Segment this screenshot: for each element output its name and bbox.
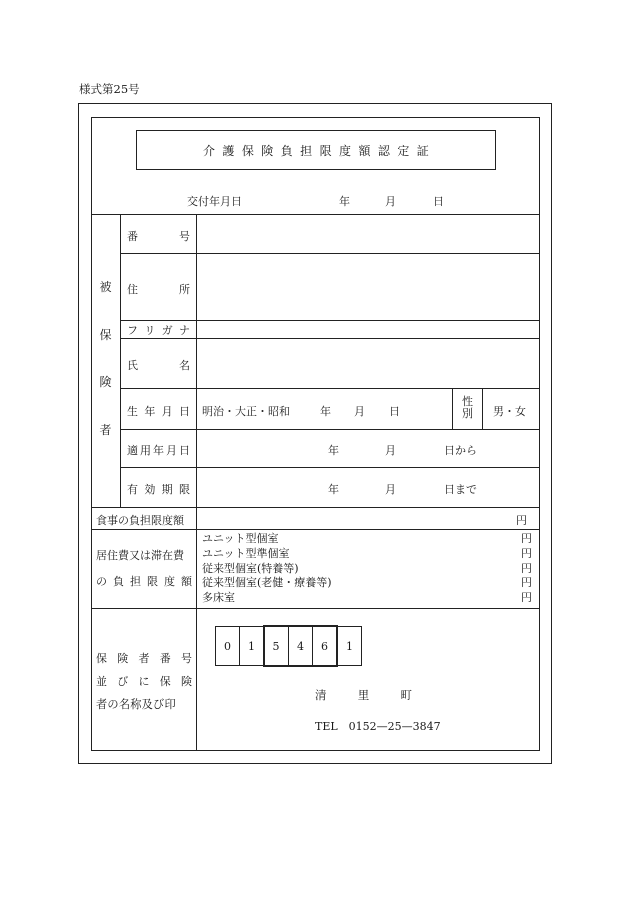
issue-month-unit: 月 — [385, 195, 396, 208]
applicable-date-label: 適 用 年 月 日 — [127, 444, 190, 457]
rule-birth-bottom — [120, 429, 540, 430]
rule-sex-right — [482, 388, 483, 429]
birth-month-unit: 月 — [354, 405, 365, 418]
insurer-digit-box: 1 — [337, 626, 362, 666]
birth-year-unit: 年 — [320, 405, 331, 418]
birth-eras: 明治・大正・昭和 — [202, 405, 290, 418]
birth-day-unit: 日 — [389, 405, 400, 418]
sex-options: 男・女 — [493, 405, 526, 418]
rule-issue-bottom — [91, 214, 540, 215]
insurer-name: 清 里 町 — [315, 688, 412, 702]
insurer-label-line3: 者の名称及び印 — [96, 698, 176, 711]
address-label: 住 所 — [127, 283, 190, 296]
rule-number-bottom — [120, 253, 540, 254]
applicable-month-unit: 月 — [385, 444, 396, 457]
rule-residence-bottom — [91, 608, 540, 609]
valid-day-unit: 日まで — [444, 483, 477, 496]
applicable-year-unit: 年 — [328, 444, 339, 457]
insurer-digit-box: 6 — [321, 639, 328, 653]
insured-vertical-label: 被 保 険 者 — [99, 280, 112, 437]
insurer-digit-box: 5 — [264, 626, 289, 666]
rule-meal-bottom — [91, 529, 540, 530]
issue-date-label: 交付年月日 — [187, 195, 242, 208]
insurer-tel: TEL 0152—25—3847 — [315, 720, 441, 733]
rule-name-bottom — [120, 388, 540, 389]
insurer-digit-box: 4 — [288, 626, 313, 666]
birth-label: 生 年 月 日 — [127, 405, 190, 418]
rule-valid-bottom — [91, 507, 540, 508]
meal-unit: 円 — [516, 514, 527, 527]
form-title: 介護保険負担限度額認定証 — [136, 130, 496, 170]
valid-month-unit: 月 — [385, 483, 396, 496]
residence-row: ユニット型個室 円 — [202, 532, 532, 545]
issue-day-unit: 日 — [433, 195, 444, 208]
residence-row: ユニット型準個室 円 — [202, 546, 532, 560]
rule-applicable-bottom — [120, 467, 540, 468]
rule-insured-col — [120, 214, 121, 507]
form-number: 様式第25号 — [79, 82, 140, 96]
residence-label-line1: 居住費又は滞在費 — [96, 549, 184, 562]
applicable-day-unit: 日から — [444, 444, 477, 457]
name-label: 氏 名 — [127, 359, 190, 372]
residence-row: 従来型個室(特養等) 円 — [202, 561, 532, 575]
residence-list — [202, 532, 532, 606]
insurer-label-line2: 並 び に 保 険 — [96, 675, 192, 688]
rule-furigana-bottom — [120, 338, 540, 339]
residence-label-line2: の 負 担 限 度 額 — [96, 575, 192, 588]
issue-year-unit: 年 — [339, 195, 350, 208]
valid-period-label: 有 効 期 限 — [127, 483, 190, 496]
number-label: 番 号 — [127, 230, 190, 243]
furigana-label: フ リ ガ ナ — [127, 324, 190, 337]
residence-row: 従来型個室(老健・療養等) 円 — [202, 576, 532, 590]
insurer-digit-box: 0 — [215, 626, 240, 666]
meal-label: 食事の負担限度額 — [96, 514, 184, 527]
insurer-digit-box: 1 — [239, 626, 264, 666]
residence-row: 多床室 円 — [202, 591, 532, 605]
insurer-label-line1: 保 険 者 番 号 — [96, 652, 192, 665]
rule-label-col — [196, 214, 197, 751]
valid-year-unit: 年 — [328, 483, 339, 496]
rule-address-bottom — [120, 320, 540, 321]
sex-label: 性別 — [462, 395, 473, 420]
